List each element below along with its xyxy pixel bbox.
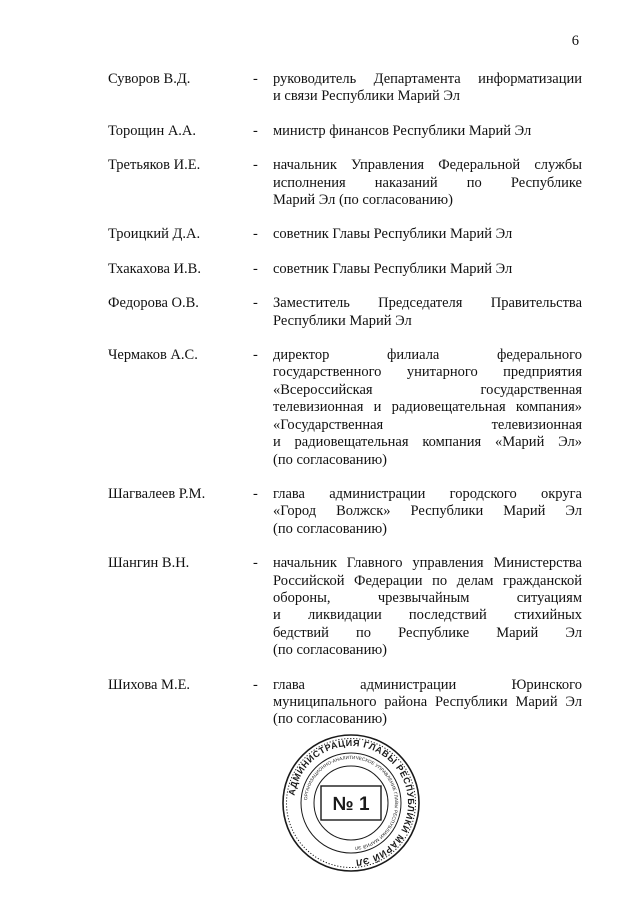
role-line: обороны, чрезвычайным ситуациям bbox=[273, 589, 582, 606]
person-name: Торощин А.А. bbox=[108, 122, 197, 139]
person-role bbox=[273, 555, 582, 659]
list-item bbox=[108, 347, 582, 469]
role-line: (по согласованию) bbox=[273, 451, 387, 468]
list-item bbox=[108, 677, 582, 729]
person-name: Тхакахова И.В. bbox=[108, 260, 201, 277]
separator-dash: - bbox=[253, 295, 258, 312]
role-line: «Государственная телевизионная bbox=[273, 416, 582, 433]
separator-dash: - bbox=[253, 485, 258, 502]
role-line: исполнения наказаний по Республике bbox=[273, 174, 582, 191]
list-item bbox=[108, 157, 582, 209]
list-item bbox=[108, 71, 582, 106]
role-line: Российской Федерации по делам гражданской bbox=[273, 572, 582, 589]
separator-dash: - bbox=[253, 555, 258, 572]
role-line: Марий Эл (по согласованию) bbox=[273, 192, 453, 209]
separator-dash: - bbox=[253, 347, 258, 364]
page-number: 6 bbox=[571, 33, 579, 49]
role-line: «Город Волжск» Республики Марий Эл bbox=[273, 503, 582, 520]
role-line: телевизионная и радиовещательная компания» bbox=[273, 399, 582, 416]
role-line: директор филиала федерального bbox=[273, 347, 582, 364]
stamp-outer-text: АДМИНИСТРАЦИЯ ГЛАВЫ РЕСПУБЛИКИ МАРИЙ ЭЛ bbox=[286, 737, 417, 868]
separator-dash: - bbox=[253, 260, 258, 277]
separator-dash: - bbox=[253, 157, 258, 174]
list-item bbox=[108, 226, 582, 243]
role-line: глава администрации городского округа bbox=[273, 485, 582, 502]
person-name: Шангин В.Н. bbox=[108, 555, 190, 572]
role-line: (по согласованию) bbox=[273, 711, 387, 728]
role-line: советник Главы Республики Марий Эл bbox=[273, 226, 513, 243]
person-role bbox=[273, 226, 582, 243]
role-line: начальник Главного управления Министерства bbox=[273, 555, 582, 572]
person-role bbox=[273, 295, 582, 330]
separator-dash: - bbox=[253, 676, 258, 693]
role-line: и связи Республики Марий Эл bbox=[273, 88, 460, 105]
role-line: и ликвидации последствий стихийных bbox=[273, 607, 582, 624]
person-role bbox=[273, 71, 582, 106]
person-role bbox=[273, 677, 582, 729]
list-item bbox=[108, 486, 582, 538]
role-line: (по согласованию) bbox=[273, 642, 387, 659]
person-name: Шихова М.Е. bbox=[108, 676, 191, 693]
role-line: государственного унитарного предприятия bbox=[273, 364, 582, 381]
person-name: Суворов В.Д. bbox=[108, 71, 191, 87]
role-line: глава администрации Юринского bbox=[273, 676, 582, 693]
person-name: Федорова О.В. bbox=[108, 295, 199, 312]
separator-dash: - bbox=[253, 226, 258, 243]
role-line: (по согласованию) bbox=[273, 520, 387, 537]
role-line: Заместитель Председателя Правительства bbox=[273, 295, 582, 312]
personnel-list bbox=[108, 71, 582, 729]
official-stamp bbox=[281, 733, 421, 873]
role-line: муниципального района Республики Марий Эл bbox=[273, 693, 582, 710]
role-line: Республики Марий Эл bbox=[273, 312, 412, 329]
role-line: и радиовещательная компания «Марий Эл» bbox=[273, 434, 582, 451]
list-item bbox=[108, 123, 582, 140]
person-name: Троицкий Д.А. bbox=[108, 226, 201, 243]
person-role bbox=[273, 261, 582, 278]
person-name: Чермаков А.С. bbox=[108, 347, 198, 364]
list-item bbox=[108, 295, 582, 330]
stamp-number: № 1 bbox=[332, 794, 370, 815]
separator-dash: - bbox=[253, 122, 258, 139]
role-line: бедствий по Республике Марий Эл bbox=[273, 624, 582, 641]
role-line: начальник Управления Федеральной службы bbox=[273, 157, 582, 174]
person-name: Шагвалеев Р.М. bbox=[108, 485, 206, 502]
person-role bbox=[273, 123, 582, 140]
separator-dash: - bbox=[253, 71, 258, 87]
person-role bbox=[273, 486, 582, 538]
stamp-inner-text: ОРГАНИЗАЦИОННО-АНАЛИТИЧЕСКОЕ УПРАВЛЕНИЕ ГЛАВЫ РЕСПУБЛИКИ МАРИЙ ЭЛ bbox=[303, 754, 400, 851]
role-line: руководитель Департамента информатизации bbox=[273, 71, 582, 87]
person-name: Третьяков И.Е. bbox=[108, 157, 201, 174]
role-line: советник Главы Республики Марий Эл bbox=[273, 260, 513, 277]
list-item bbox=[108, 261, 582, 278]
person-role bbox=[273, 347, 582, 469]
role-line: «Всероссийская государственная bbox=[273, 381, 582, 398]
role-line: министр финансов Республики Марий Эл bbox=[273, 122, 532, 139]
person-role bbox=[273, 157, 582, 209]
list-item bbox=[108, 555, 582, 659]
